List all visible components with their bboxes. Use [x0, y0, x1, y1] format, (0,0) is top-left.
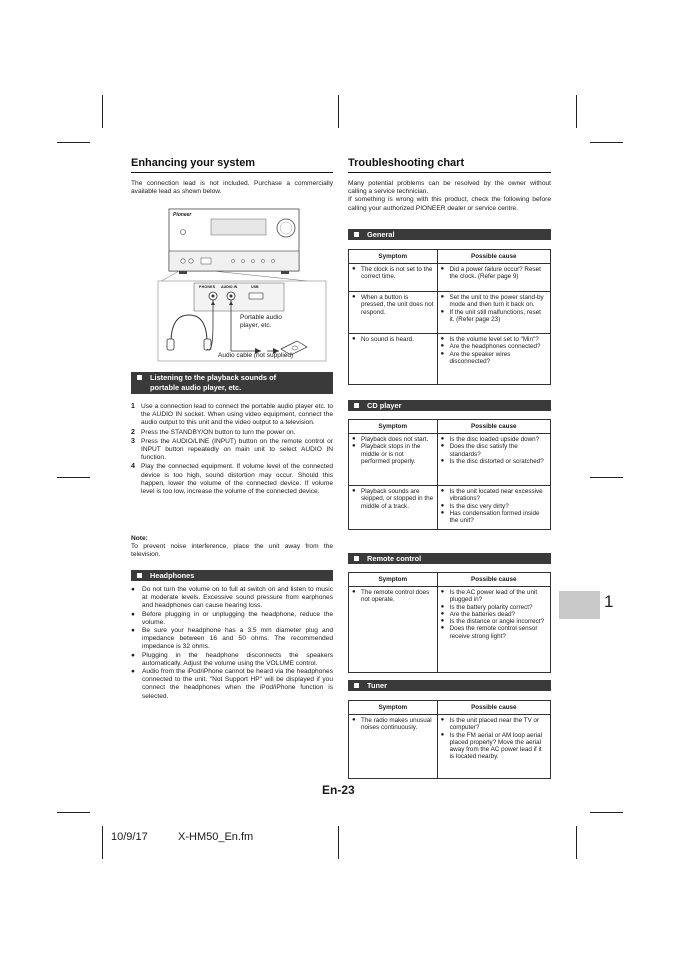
socket-label-audio-in: AUDIO IN [221, 285, 238, 289]
square-icon [354, 403, 359, 408]
table-header-row [349, 250, 551, 264]
crop-mark [576, 95, 577, 128]
table-header-row: Symptom Possible cause [349, 420, 551, 434]
section-bar-headphones: Headphones [131, 570, 333, 581]
square-icon [354, 556, 359, 561]
callout-portable-player: Portable audio player, etc. [240, 314, 282, 329]
col-cause: Possible cause [437, 250, 550, 264]
table-row: ● Playback sounds are skipped, or stopped in the middle of a track. ● Is the unit located near excessive vibrations? ● Is the disc very dirty? ● Has condensation formed inside the unit? [349, 486, 551, 530]
troubleshooting-intro: Many potential problems can be resolved by the owner without calling a service technician. If something is wrong with this product, check the following before calling your authorized PIONEER dealer or service centre. [348, 180, 551, 212]
crop-mark [576, 826, 577, 859]
enhancing-intro: The connection lead is not included. Purchase a commercially available lead as shown below. [131, 180, 333, 196]
section-bar-remote-control: Remote control [348, 553, 551, 564]
crop-mark [338, 95, 339, 128]
chapter-tab-number: 1 [604, 592, 614, 611]
socket-label-phones: PHONES [199, 285, 216, 289]
list-item: ● Audio from the iPod/iPhone cannot be heard via the headphones connected to the unit. "Not Support HP" will be displayed if you connect the headphones when the iPod/iPhone function is selected. [131, 668, 333, 701]
section-title-enhancing: Enhancing your system [131, 157, 256, 169]
remote-table [348, 572, 551, 673]
table-row: ● The radio makes unusual noises continuously. ● Is the unit placed near the TV or computer? ● Is the FM aerial or AM loop aerial placed properly? Move the aerial away from the AC power lead if it is located nearby. [349, 715, 551, 779]
crop-mark [338, 826, 339, 859]
list-item: ● Be sure your headphone has a 3.5 mm diameter plug and impedance between 16 and 50 ohms. The recommended impedance is 32 ohms. [131, 627, 333, 652]
footer-date: 10/9/17 [111, 831, 148, 843]
footer-filename: X-HM50_En.fm [178, 831, 254, 843]
note-block [131, 535, 333, 560]
crop-mark [57, 812, 90, 813]
section-bar-tuner: Tuner [348, 680, 551, 691]
section-bar-cd-player: CD player [348, 400, 551, 411]
general-table [348, 249, 551, 385]
title-rule [131, 172, 333, 173]
crop-mark [590, 142, 623, 143]
brand-logo: Pioneer [173, 212, 192, 218]
square-icon [137, 375, 142, 380]
square-icon [354, 683, 359, 688]
table-row: ● The remote control does not operate. ● Is the AC power lead of the unit plugged in? ● Is the battery polarity correct? ● Are the batteries dead? ● Is the distance or angle incorrect? ● Does the remote control sensor receive strong light? [349, 587, 551, 673]
table-header-row: Symptom Possible cause [349, 573, 551, 587]
tuner-table [348, 700, 551, 779]
list-item: ● Do not turn the volume on to full at switch on and listen to music at moderate levels. Excessive sound pressure from earphones and headphones can cause hearing loss. [131, 586, 333, 611]
page-number: En-23 [322, 783, 355, 797]
step-item: 2 Press the STANDBY/ON button to turn the power on. [131, 428, 296, 436]
section-title-troubleshooting: Troubleshooting chart [348, 157, 465, 169]
step-item: 4 Play the connected equipment. If volume level of the connected device is too high, sound distortion may occur. Should this happen, lower the volume of the connected device. If volume level is too low, increase the volume of the connected device. [131, 463, 333, 496]
table-row: ● When a button is pressed, the unit does not respond. ● Set the unit to the power stand-by mode and then turn it back on. ● If the unit still malfunctions, reset it. (Refer page 23) [349, 292, 551, 334]
section-bar-general: General [348, 229, 551, 240]
note-text: To prevent noise interference, place the unit away from the television. [131, 543, 333, 559]
cd-table [348, 419, 551, 530]
crop-mark [57, 477, 90, 478]
note-label: Note: [131, 535, 148, 542]
crop-mark [590, 812, 623, 813]
crop-mark [590, 477, 623, 478]
section-bar-listening: Listening to the playback sounds of portable audio player, etc. [131, 372, 333, 394]
square-icon [137, 573, 142, 578]
step-item: 3 Press the AUDIO/LINE (INPUT) button on the remote control or INPUT button repeatedly on main unit to select AUDIO IN function. [131, 437, 333, 462]
step-item: 1 Use a connection lead to connect the portable audio player etc. to the AUDIO IN socket. When using video equipment, connect the audio output to this unit and the video output to a television. [131, 403, 333, 427]
list-item: ● Before plugging in or unplugging the headphone, reduce the volume. [131, 611, 333, 627]
square-icon [354, 232, 359, 237]
listening-steps [131, 403, 333, 497]
chapter-tab [559, 591, 600, 619]
socket-label-usb: USB [251, 285, 259, 289]
table-row: ● No sound is heard. ● Is the volume level set to "Min"? ● Are the headphones connected? ● Are the speaker wires disconnected? [349, 334, 551, 385]
callout-audio-cable: Audio cable (not supplied) [218, 352, 294, 359]
crop-mark [57, 142, 90, 143]
col-symptom: Symptom [349, 250, 438, 264]
list-item: ● Plugging in the headphone disconnects the speakers automatically. Adjust the volume using the VOLUME control. [131, 652, 333, 668]
table-row: ● The clock is not set to the correct time. ● Did a power failure occur? Reset the clock. (Refer page 9) [349, 264, 551, 292]
connection-illustration [131, 203, 333, 371]
crop-mark [102, 95, 103, 128]
table-row: ● Playback does not start. ● Playback stops in the middle or is not performed properly. ● Is the disc loaded upside down? ● Does the disc satisfy the standards? ● Is the disc distorted or scratched? [349, 434, 551, 486]
title-rule [348, 172, 551, 173]
table-header-row: Symptom Possible cause [349, 701, 551, 715]
crop-mark [102, 826, 103, 859]
headphones-bullets [131, 586, 333, 701]
